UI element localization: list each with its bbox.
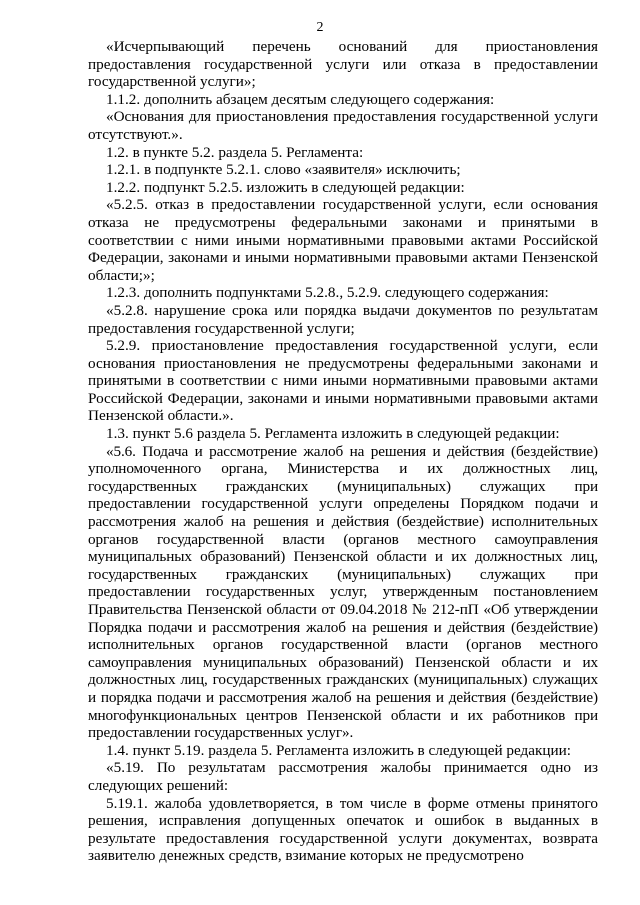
paragraph: 1.4. пункт 5.19. раздела 5. Регламента изложить в следующей редакции: [106,741,571,759]
paragraph: 1.3. пункт 5.6 раздела 5. Регламента изложить в следующей редакции: [106,425,560,443]
paragraph: 1.2.2. подпункт 5.2.5. изложить в следующей редакции: [106,178,465,196]
paragraph: 1.2.3. дополнить подпунктами 5.2.8., 5.2.9. следующего содержания: [106,284,549,302]
paragraph: «Исчерпывающий перечень оснований для приостановления предоставления государственной услуги или отказа в предоставлении государственной услуги»; [88,38,598,91]
paragraph: «Основания для приостановления предоставления государственной услуги отсутствуют.». [88,108,598,143]
paragraph: 5.19.1. жалоба удовлетворяется, в том числе в форме отмены принятого решения, исправления допущенных опечаток и ошибок в выданных в результате предоставления государственной услуги документах, возврата заявителю денежных средств, взимание которых не предусмотрено [88,794,598,865]
document-body [88,38,598,865]
paragraph: «5.6. Подача и рассмотрение жалоб на решения и действия (бездействие) уполномоченного органа, Министерства и их должностных лиц, государственных гражданских (муниципальных) служащих при предоставлении государственной услуги определены Порядком подачи и рассмотрения жалоб на решения и действия (бездействие) исполнительных органов государственной власти (органов местного самоуправления муниципальных образований) Пензенской области и их должностных лиц, государственных гражданских (муниципальных) служащих при предоставлении государственных услуг, утвержденным постановлением Правительства Пензенской области от 09.04.2018 № 212-пП «Об утверждении Порядка подачи и рассмотрения жалоб на решения и действия (бездействие) исполнительных органов государственной власти (органов местного самоуправления муниципальных образований) Пензенской области и их должностных лиц, государственных гражданских (муниципальных) служащих и порядка подачи и рассмотрения жалоб на решения и действия (бездействие) многофункциональных центров Пензенской области и их работников при предоставлении государственных услуг». [88,442,598,742]
paragraph: 5.2.9. приостановление предоставления государственной услуги, если основания приостановления не предусмотрены федеральными законами и принятыми в соответствии с ними иными нормативными правовыми актами Российской Федерации, законами и иными нормативными правовыми актами Пензенской области.». [88,337,598,425]
paragraph: 1.2.1. в подпункте 5.2.1. слово «заявителя» исключить; [106,161,461,179]
paragraph: «5.19. По результатам рассмотрения жалобы принимается одно из следующих решений: [88,759,598,794]
paragraph: 1.1.2. дополнить абзацем десятым следующего содержания: [106,90,495,108]
paragraph: 1.2. в пункте 5.2. раздела 5. Регламента: [106,143,364,161]
paragraph: «5.2.8. нарушение срока или порядка выдачи документов по результатам предоставления государственной услуги; [88,301,598,337]
paragraph: «5.2.5. отказ в предоставлении государственной услуги, если основания отказа не предусмотрены федеральными законами и принятыми в соответствии с ними иными нормативными правовыми актами Российской Федерации, законами и иными нормативными правовыми актами Пензенской области;»; [88,196,598,284]
page-number: 2 [316,20,324,35]
